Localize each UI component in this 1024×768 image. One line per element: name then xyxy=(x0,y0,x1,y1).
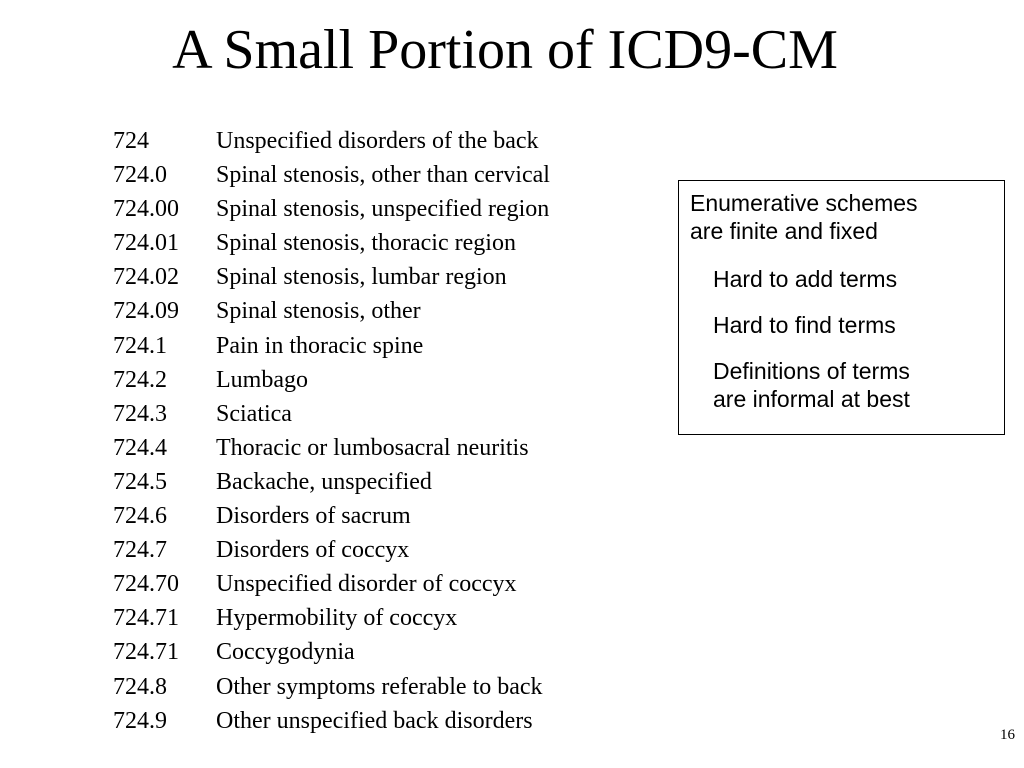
code-row xyxy=(113,260,550,294)
code-row xyxy=(113,465,550,499)
code-row xyxy=(113,499,550,533)
icd9-code: 724.09 xyxy=(113,298,179,325)
code-row xyxy=(113,704,550,738)
code-row xyxy=(113,397,550,431)
code-row xyxy=(113,670,550,704)
icd9-code: 724.02 xyxy=(113,264,179,291)
code-description: Spinal stenosis, thoracic region xyxy=(216,230,516,257)
code-row xyxy=(113,431,550,465)
code-description: Disorders of coccyx xyxy=(216,537,410,564)
callout-point: Hard to add terms xyxy=(713,266,898,292)
code-description: Other unspecified back disorders xyxy=(216,707,533,734)
icd9-code-list xyxy=(113,124,550,738)
code-row xyxy=(113,635,550,669)
code-description: Spinal stenosis, lumbar region xyxy=(216,264,507,291)
enumerative-schemes-callout xyxy=(678,180,1005,435)
code-description: Lumbago xyxy=(216,366,308,393)
code-description: Spinal stenosis, other xyxy=(216,298,421,325)
icd9-code: 724.2 xyxy=(113,366,167,393)
slide-number: 16 xyxy=(1000,727,1015,743)
code-description: Unspecified disorders of the back xyxy=(216,128,539,154)
code-description: Coccygodynia xyxy=(216,639,355,666)
code-description: Spinal stenosis, other than cervical xyxy=(216,162,550,189)
code-description: Thoracic or lumbosacral neuritis xyxy=(216,434,529,461)
callout-heading: Enumerative schemes are finite and fixed xyxy=(690,190,918,244)
icd9-code: 724.7 xyxy=(113,537,167,564)
code-description: Other symptoms referable to back xyxy=(216,673,543,700)
code-row xyxy=(113,192,550,226)
code-description: Pain in thoracic spine xyxy=(216,332,424,359)
code-description: Sciatica xyxy=(216,400,292,427)
icd9-code: 724.5 xyxy=(113,468,167,495)
icd9-code: 724.00 xyxy=(113,196,179,223)
code-row xyxy=(113,567,550,601)
icd9-code: 724.3 xyxy=(113,400,167,427)
code-row xyxy=(113,294,550,328)
slide-title: A Small Portion of ICD9-CM xyxy=(172,19,838,81)
icd9-code: 724.8 xyxy=(113,673,167,700)
code-row xyxy=(113,601,550,635)
code-description: Hypermobility of coccyx xyxy=(216,605,458,632)
callout-point: Hard to find terms xyxy=(713,312,896,338)
callout-point: Definitions of terms are informal at best xyxy=(713,358,910,412)
icd9-code: 724.0 xyxy=(113,162,167,189)
code-row xyxy=(113,158,550,192)
code-description: Disorders of sacrum xyxy=(216,503,411,530)
code-description: Spinal stenosis, unspecified region xyxy=(216,196,550,223)
code-row xyxy=(113,226,550,260)
icd9-code: 724 xyxy=(113,128,149,154)
icd9-code: 724.71 xyxy=(113,639,179,666)
icd9-code: 724.71 xyxy=(113,605,179,632)
code-description: Unspecified disorder of coccyx xyxy=(216,571,517,598)
code-row xyxy=(113,363,550,397)
icd9-code: 724.9 xyxy=(113,707,167,734)
icd9-code: 724.70 xyxy=(113,571,179,598)
callout-points xyxy=(690,265,994,413)
icd9-code: 724.4 xyxy=(113,434,167,461)
code-description: Backache, unspecified xyxy=(216,468,432,495)
code-row xyxy=(113,124,550,158)
code-row xyxy=(113,329,550,363)
icd9-code: 724.6 xyxy=(113,503,167,530)
code-row xyxy=(113,533,550,567)
icd9-code: 724.01 xyxy=(113,230,179,257)
icd9-code: 724.1 xyxy=(113,332,167,359)
